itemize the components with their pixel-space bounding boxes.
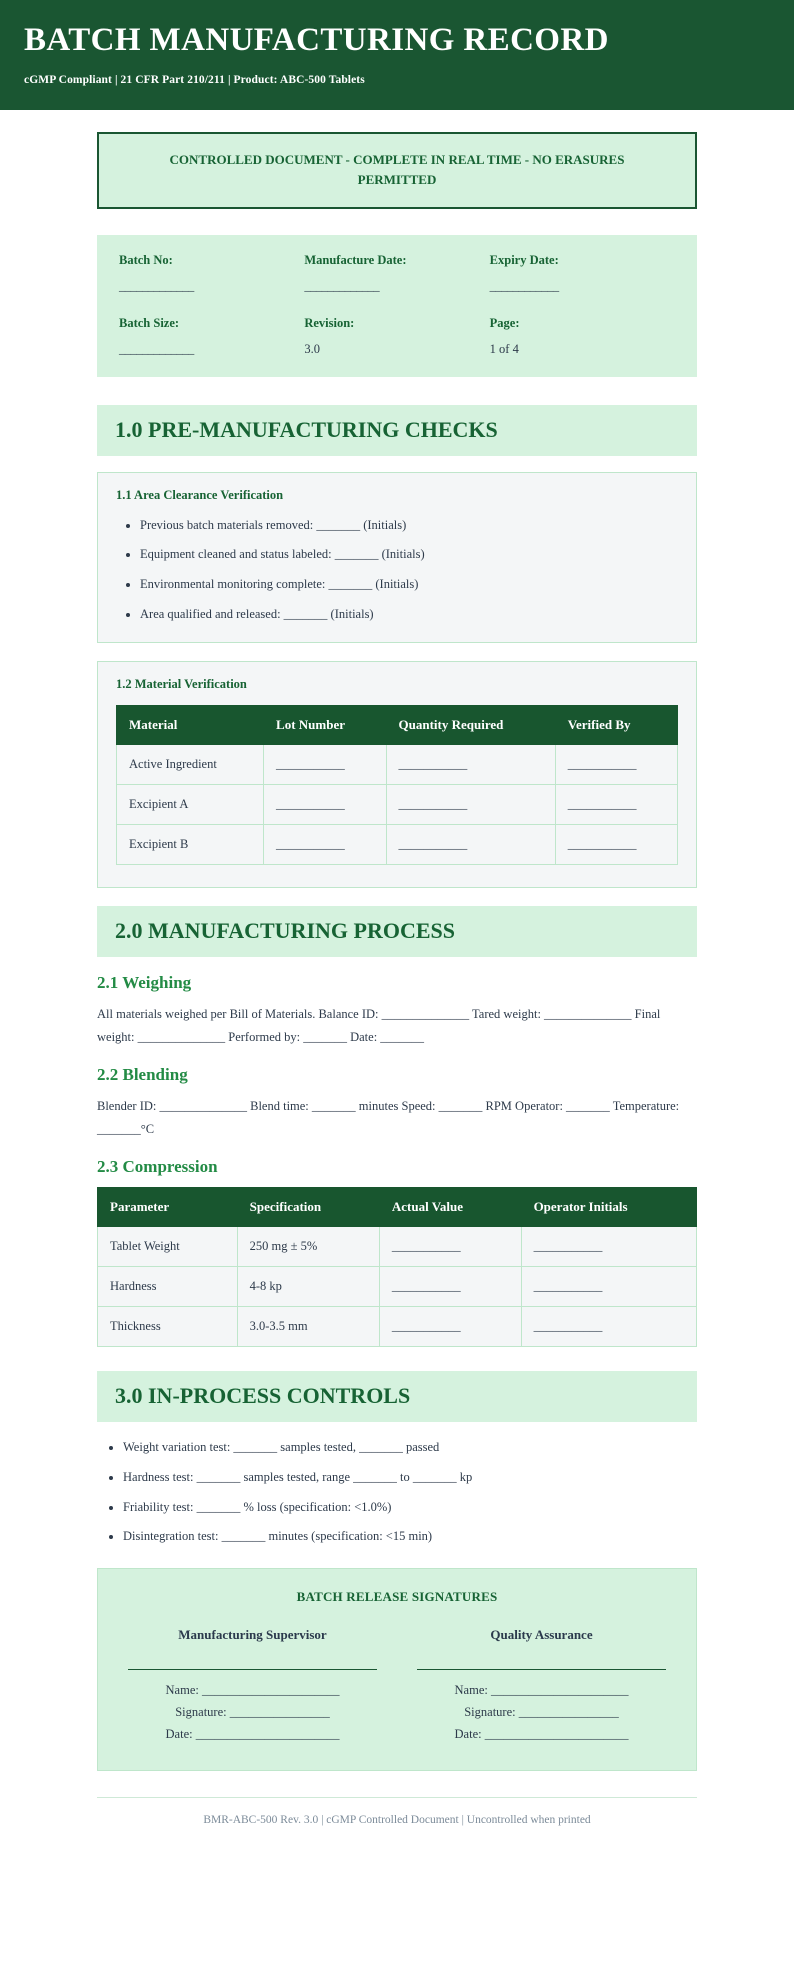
cell-parameter: Thickness [98,1307,238,1347]
batch-info-box [97,235,697,377]
manufacture-date-field [304,253,489,294]
document-footer: BMR-ABC-500 Rev. 3.0 | cGMP Controlled Document | Uncontrolled when printed [97,1797,697,1826]
signature-name-line[interactable]: Name: ______________________ [454,1683,629,1698]
in-process-controls-list [97,1438,697,1546]
list-item[interactable]: • Previous batch materials removed: _______ (Initials) [140,516,678,535]
document-subtitle: cGMP Compliant | 21 CFR Part 210/211 | Product: ABC-500 Tablets [24,74,365,87]
cell-operator-initials[interactable]: ___________ [521,1227,696,1267]
section-1-heading: 1.0 PRE-MANUFACTURING CHECKS [97,405,697,456]
signature-columns [120,1627,674,1746]
list-item[interactable]: • Disintegration test: _______ minutes (specification: <15 min) [123,1527,697,1546]
revision-label: Revision: [304,315,355,330]
batch-info-row [119,316,675,357]
column-header-specification: Specification [237,1188,379,1227]
compression-title: 2.3 Compression [97,1157,218,1177]
signature-column-quality-assurance [409,1627,674,1746]
cell-lot-number[interactable]: ___________ [264,824,386,864]
material-verification-title: 1.2 Material Verification [116,676,247,691]
area-clearance-block [97,472,697,643]
batch-no-label: Batch No: [119,252,173,267]
cell-parameter: Hardness [98,1267,238,1307]
cell-actual-value[interactable]: ___________ [379,1267,521,1307]
page-field [490,316,675,357]
list-item[interactable]: • Area qualified and released: _______ (Initials) [140,605,678,624]
signature-column-manufacturing [120,1627,385,1746]
batch-no-value[interactable]: _____________ [119,278,194,293]
material-verification-block [97,661,697,888]
revision-value: 3.0 [304,341,320,356]
document-header [0,0,794,110]
manufacture-date-label: Manufacture Date: [304,252,407,267]
table-header-row [98,1188,697,1227]
material-verification-table [116,705,678,865]
list-item[interactable]: • Equipment cleaned and status labeled: _______ (Initials) [140,545,678,564]
page-title: BATCH MANUFACTURING RECORD [24,22,609,58]
document-body [0,110,794,1855]
signature-rule [417,1669,666,1670]
column-header-quantity-required: Quantity Required [386,705,555,744]
table-row [98,1227,697,1267]
blending-title: 2.2 Blending [97,1064,188,1084]
signature-rule [128,1669,377,1670]
list-item[interactable]: • Hardness test: _______ samples tested, range _______ to _______ kp [123,1468,697,1487]
page-label: Page: [489,315,520,330]
signature-signature-line[interactable]: Signature: ________________ [464,1704,619,1719]
area-clearance-title: 1.1 Area Clearance Verification [116,487,284,502]
cell-quantity-required[interactable]: ___________ [386,744,555,784]
table-row [98,1267,697,1307]
cell-specification: 250 mg ± 5% [237,1227,379,1267]
table-row [98,1307,697,1347]
cell-quantity-required[interactable]: ___________ [386,784,555,824]
signature-role-label: Manufacturing Supervisor [178,1627,327,1643]
cell-lot-number[interactable]: ___________ [264,784,386,824]
section-2-heading: 2.0 MANUFACTURING PROCESS [97,906,697,957]
table-row [117,744,678,784]
batch-info-row [119,253,675,294]
cell-specification: 3.0-3.5 mm [237,1307,379,1347]
batch-release-signature-box [97,1568,697,1771]
weighing-text[interactable]: All materials weighed per Bill of Materials. Balance ID: ______________ Tared weight: ______________ Final weight: ______________ Performed by: _______ Date: _______ [97,1006,661,1044]
signature-block-title: BATCH RELEASE SIGNATURES [296,1589,498,1605]
cell-actual-value[interactable]: ___________ [379,1307,521,1347]
signature-signature-line[interactable]: Signature: ________________ [175,1704,330,1719]
area-clearance-list [116,516,678,624]
cell-material: Excipient A [117,784,264,824]
signature-date-line[interactable]: Date: _______________________ [165,1726,340,1741]
cell-lot-number[interactable]: ___________ [264,744,386,784]
cell-parameter: Tablet Weight [98,1227,238,1267]
table-row [117,784,678,824]
batch-size-field [119,316,304,357]
controlled-document-banner: CONTROLLED DOCUMENT - COMPLETE IN REAL TIME - NO ERASURES PERMITTED [97,132,697,208]
cell-material: Active Ingredient [117,744,264,784]
cell-verified-by[interactable]: ___________ [555,824,677,864]
cell-material: Excipient B [117,824,264,864]
column-header-actual-value: Actual Value [379,1188,521,1227]
list-item[interactable]: • Environmental monitoring complete: _______ (Initials) [140,575,678,594]
page-value: 1 of 4 [489,341,519,356]
cell-verified-by[interactable]: ___________ [555,744,677,784]
cell-operator-initials[interactable]: ___________ [521,1267,696,1307]
expiry-date-value[interactable]: ____________ [489,278,559,293]
cell-specification: 4-8 kp [237,1267,379,1307]
expiry-date-label: Expiry Date: [489,252,559,267]
batch-no-field [119,253,304,294]
cell-actual-value[interactable]: ___________ [379,1227,521,1267]
cell-operator-initials[interactable]: ___________ [521,1307,696,1347]
column-header-verified-by: Verified By [555,705,677,744]
table-header-row [117,705,678,744]
column-header-parameter: Parameter [98,1188,238,1227]
column-header-lot-number: Lot Number [264,705,386,744]
compression-table [97,1187,697,1347]
section-3-heading: 3.0 IN-PROCESS CONTROLS [97,1371,697,1422]
list-item[interactable]: • Weight variation test: _______ samples tested, _______ passed [123,1438,697,1457]
blending-text[interactable]: Blender ID: ______________ Blend time: _______ minutes Speed: _______ RPM Operator: _______ Temperature: _______°C [97,1098,680,1136]
cell-quantity-required[interactable]: ___________ [386,824,555,864]
signature-date-line[interactable]: Date: _______________________ [454,1726,629,1741]
batch-size-label: Batch Size: [119,315,180,330]
weighing-title: 2.1 Weighing [97,972,192,992]
table-row [117,824,678,864]
revision-field [304,316,489,357]
expiry-date-field [490,253,675,294]
manufacture-date-value[interactable]: _____________ [304,278,380,293]
cell-verified-by[interactable]: ___________ [555,784,677,824]
material-table-wrapper [116,705,678,865]
column-header-operator-initials: Operator Initials [521,1188,696,1227]
signature-role-label: Quality Assurance [490,1627,593,1643]
signature-name-line[interactable]: Name: ______________________ [165,1683,340,1698]
batch-size-value[interactable]: _____________ [119,341,194,356]
list-item[interactable]: • Friability test: _______ % loss (specification: <1.0%) [123,1498,697,1517]
column-header-material: Material [117,705,264,744]
